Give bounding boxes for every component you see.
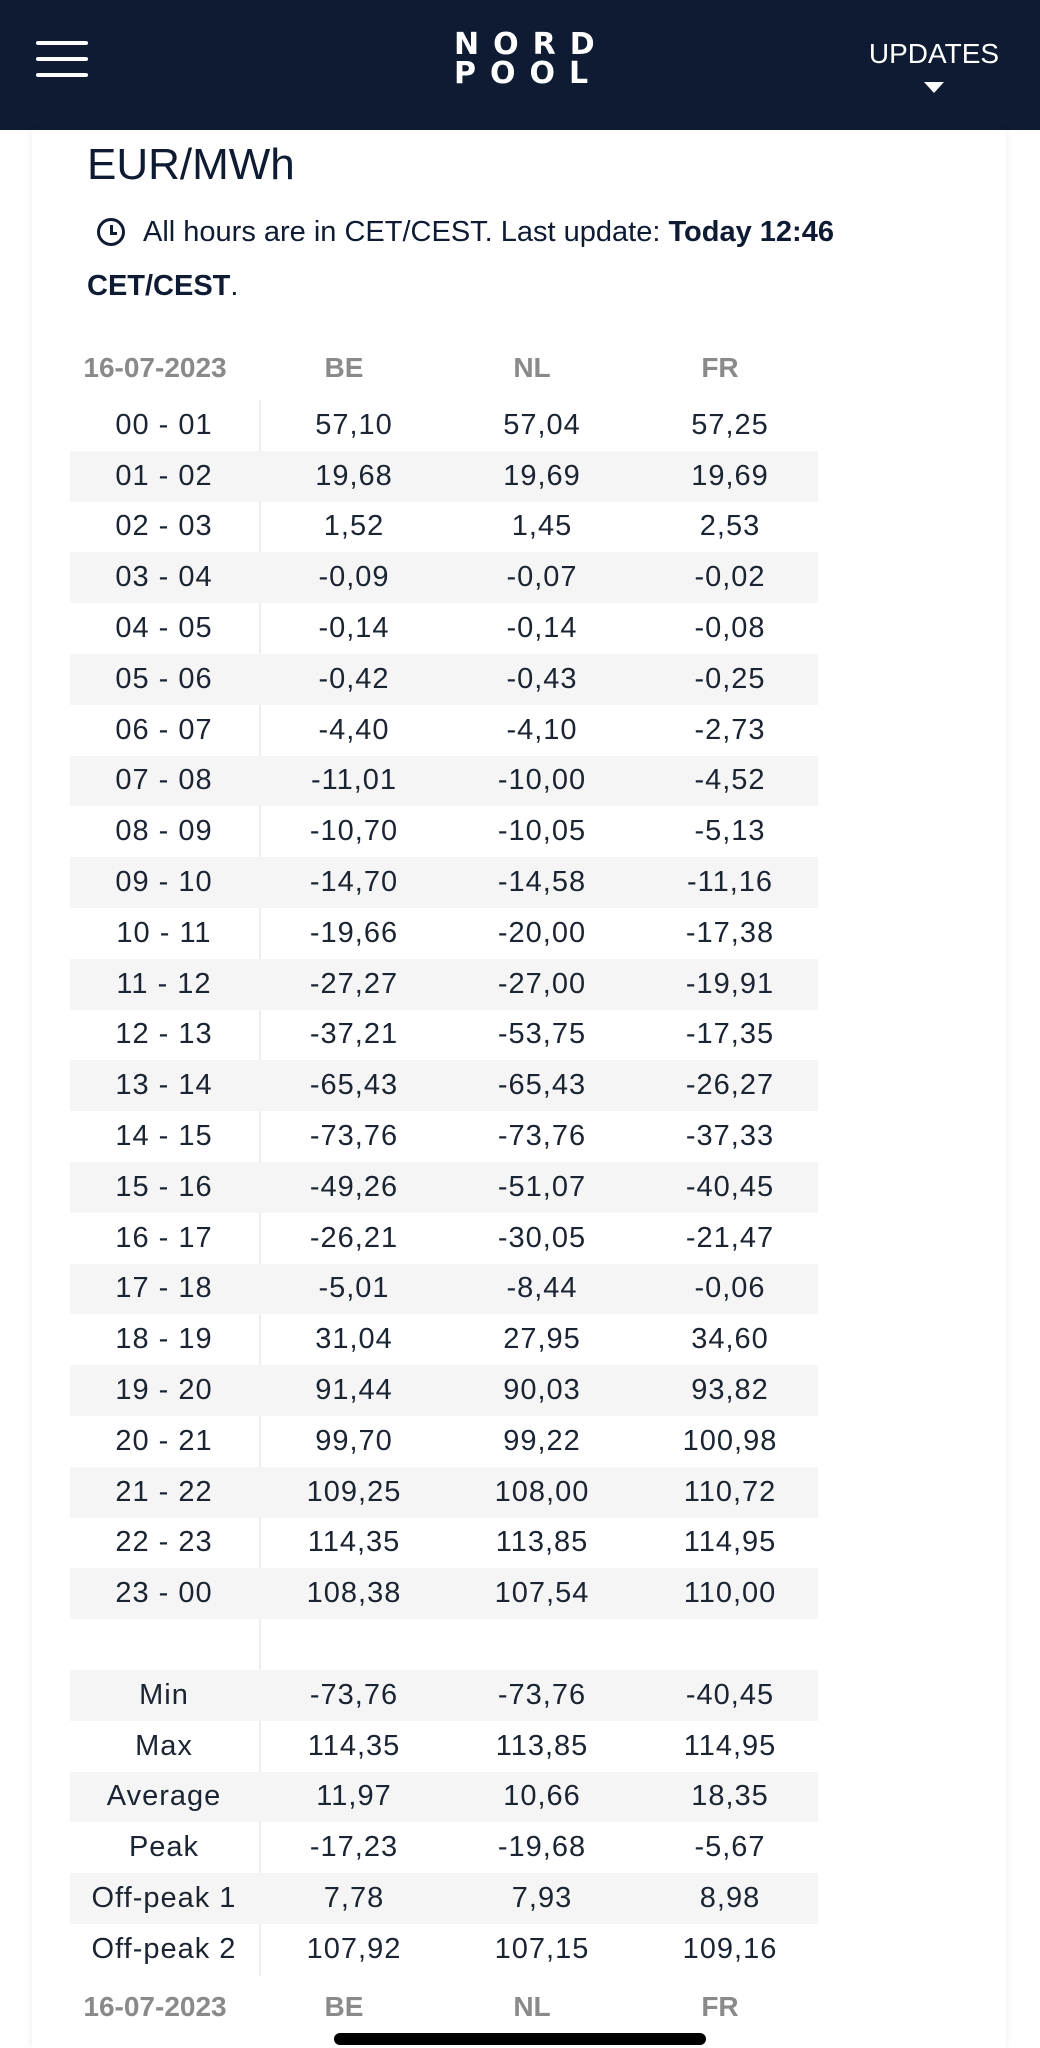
hour-cell: 14 - 15: [115, 1120, 213, 1153]
hour-cell: 11 - 12: [116, 967, 212, 1000]
be-price-cell: 7,78: [323, 1882, 385, 1915]
table-row: [70, 1568, 818, 1619]
be-price-cell: -14,70: [309, 866, 399, 899]
hour-cell: 18 - 19: [115, 1323, 213, 1356]
hour-cell: 12 - 13: [115, 1018, 213, 1051]
table-row: [70, 705, 818, 756]
be-price-cell: -10,70: [309, 815, 399, 848]
nl-price-cell: -0,07: [506, 561, 578, 594]
be-price-cell: -49,26: [309, 1170, 399, 1203]
unit-title: EUR/MWh: [87, 140, 295, 189]
nl-price-cell: 107,15: [494, 1932, 590, 1965]
summary-row: [70, 1822, 818, 1873]
table-row: [70, 451, 818, 502]
nl-price-cell: 99,22: [503, 1424, 581, 1457]
hour-cell: 20 - 21: [115, 1424, 213, 1457]
nl-price-cell: 107,54: [494, 1577, 590, 1610]
fr-price-cell: 109,16: [682, 1932, 778, 1965]
fr-price-cell: -0,25: [694, 662, 766, 695]
hour-cell: 08 - 09: [115, 815, 213, 848]
hour-cell: 02 - 03: [115, 510, 213, 543]
hour-cell: 00 - 01: [115, 408, 213, 441]
fr-price-cell: 57,25: [691, 408, 769, 441]
be-price-cell: -0,14: [318, 612, 390, 645]
hour-cell: 17 - 18: [115, 1272, 213, 1305]
nl-price-cell: -10,05: [497, 815, 587, 848]
be-price-cell: -27,27: [309, 967, 399, 1000]
fr-price-cell: 8,98: [699, 1882, 761, 1915]
nl-price-cell: -30,05: [497, 1221, 587, 1254]
hour-cell: 01 - 02: [115, 459, 213, 492]
fr-price-cell: 100,98: [682, 1424, 778, 1457]
hour-cell: 23 - 00: [115, 1577, 213, 1610]
table-row: [70, 1060, 818, 1111]
be-price-cell: 108,38: [306, 1577, 402, 1610]
fr-price-cell: -5,67: [694, 1831, 766, 1864]
be-price-cell: 11,97: [316, 1780, 392, 1813]
nl-price-cell: 113,85: [495, 1526, 589, 1559]
nl-price-cell: -19,68: [497, 1831, 587, 1864]
fr-price-cell: -0,06: [694, 1272, 766, 1305]
hamburger-menu-icon[interactable]: [36, 41, 88, 77]
nl-price-cell: -0,14: [506, 612, 578, 645]
table-row: [70, 1010, 818, 1061]
summary-row: [70, 1772, 818, 1823]
table-row: [70, 959, 818, 1010]
logo-line-1: NORD: [454, 27, 609, 62]
fr-price-cell: 19,69: [691, 459, 769, 492]
home-indicator: [334, 2033, 706, 2045]
table-row: [70, 1365, 818, 1416]
fr-price-cell: 114,95: [683, 1526, 777, 1559]
be-price-cell: -65,43: [309, 1069, 399, 1102]
be-price-cell: 19,68: [315, 459, 393, 492]
be-price-cell: -0,09: [318, 561, 390, 594]
nl-price-cell: -53,75: [497, 1018, 587, 1051]
be-price-cell: -19,66: [309, 916, 399, 949]
nord-pool-logo[interactable]: [440, 27, 609, 91]
table-row: [70, 502, 818, 553]
table-row: [70, 908, 818, 959]
summary-row: [70, 1873, 818, 1924]
fr-price-cell: -19,91: [685, 967, 775, 1000]
be-price-cell: 1,52: [323, 510, 385, 543]
be-price-cell: -4,40: [318, 713, 390, 746]
hour-cell: 15 - 16: [115, 1170, 213, 1203]
summary-row: [70, 1670, 818, 1721]
table-row: [70, 1416, 818, 1467]
column-header-date: 16-07-2023: [83, 352, 227, 383]
nl-price-cell: -73,76: [497, 1678, 587, 1711]
nl-price-cell: -27,00: [497, 967, 587, 1000]
hour-cell: 21 - 22: [115, 1475, 213, 1508]
nl-price-cell: 7,93: [511, 1882, 573, 1915]
fr-price-cell: 34,60: [691, 1323, 769, 1356]
hour-cell: 19 - 20: [115, 1374, 213, 1407]
be-price-cell: 57,10: [315, 408, 393, 441]
hour-cell: Min: [139, 1678, 189, 1711]
be-price-cell: 31,04: [315, 1323, 393, 1356]
table-row: [70, 1111, 818, 1162]
be-price-cell: -73,76: [309, 1678, 399, 1711]
fr-price-cell: -4,52: [694, 764, 766, 797]
hour-cell: Average: [106, 1780, 222, 1813]
hour-cell: 05 - 06: [115, 662, 213, 695]
hour-cell: Max: [135, 1729, 193, 1762]
column-header-nl: NL: [513, 352, 551, 383]
nl-price-cell: -20,00: [497, 916, 587, 949]
hour-cell: 10 - 11: [116, 916, 212, 949]
summary-price-table: [70, 1670, 818, 1975]
nl-price-cell: 27,95: [503, 1323, 581, 1356]
caret-down-icon: [924, 82, 944, 93]
nl-price-cell: 19,69: [503, 459, 581, 492]
column-header-fr: FR: [701, 352, 739, 383]
nl-price-cell: 108,00: [494, 1475, 590, 1508]
hour-cell: 03 - 04: [115, 561, 213, 594]
fr-price-cell: -37,33: [685, 1120, 775, 1153]
column-header-be: BE: [324, 352, 364, 383]
fr-price-cell: 110,72: [683, 1475, 777, 1508]
fr-price-cell: -21,47: [685, 1221, 775, 1254]
table-row: [70, 806, 818, 857]
fr-price-cell: -5,13: [694, 815, 766, 848]
be-price-cell: 91,44: [315, 1374, 393, 1407]
hour-cell: 09 - 10: [115, 866, 213, 899]
hour-cell: 16 - 17: [115, 1221, 213, 1254]
fr-price-cell: -11,16: [686, 866, 774, 899]
hour-cell: Off-peak 2: [91, 1932, 237, 1965]
be-price-cell: 107,92: [306, 1932, 402, 1965]
summary-row: [70, 1924, 818, 1975]
be-price-cell: -73,76: [309, 1120, 399, 1153]
table-row: [70, 1264, 818, 1315]
footer-header-nl: NL: [513, 1991, 551, 2022]
nl-price-cell: 1,45: [511, 510, 573, 543]
clock-icon: [97, 218, 125, 246]
summary-row: [70, 1721, 818, 1772]
be-price-cell: -5,01: [318, 1272, 390, 1305]
fr-price-cell: -2,73: [694, 713, 766, 746]
updates-dropdown-button[interactable]: [864, 38, 1004, 93]
table-row: [70, 603, 818, 654]
nl-price-cell: 113,85: [495, 1729, 589, 1762]
be-price-cell: -0,42: [318, 662, 390, 695]
fr-price-cell: -17,38: [685, 916, 775, 949]
nl-price-cell: -4,10: [506, 713, 578, 746]
fr-price-cell: -17,35: [685, 1018, 775, 1051]
be-price-cell: 99,70: [315, 1424, 393, 1457]
last-update-time: Today 12:46 CET/CEST: [87, 216, 834, 302]
be-price-cell: 114,35: [307, 1526, 401, 1559]
table-row: [70, 552, 818, 603]
hour-cell: 22 - 23: [115, 1526, 213, 1559]
fr-price-cell: 18,35: [691, 1780, 769, 1813]
nl-price-cell: -65,43: [497, 1069, 587, 1102]
fr-price-cell: 93,82: [691, 1374, 769, 1407]
fr-price-cell: -0,08: [694, 612, 766, 645]
nl-price-cell: 10,66: [503, 1780, 581, 1813]
footer-header-fr: FR: [701, 1991, 739, 2022]
nl-price-cell: -73,76: [497, 1120, 587, 1153]
hour-cell: Peak: [128, 1831, 200, 1864]
info-suffix: .: [230, 270, 239, 302]
fr-price-cell: -26,27: [685, 1069, 775, 1102]
be-price-cell: 114,35: [307, 1729, 401, 1762]
fr-price-cell: -40,45: [685, 1170, 775, 1203]
table-row: [70, 1467, 818, 1518]
logo-line-2: POOL: [454, 56, 603, 91]
hourly-price-table: [70, 400, 818, 1619]
fr-price-cell: 114,95: [683, 1729, 777, 1762]
table-row: [70, 756, 818, 807]
top-navigation-bar: [0, 0, 1040, 130]
footer-header-be: BE: [324, 1991, 364, 2022]
nl-price-cell: 90,03: [503, 1374, 581, 1407]
nl-price-cell: -10,00: [497, 764, 587, 797]
be-price-cell: -11,01: [310, 764, 398, 797]
nl-price-cell: -8,44: [506, 1272, 578, 1305]
updates-label: UPDATES: [868, 38, 1000, 69]
hour-cell: Off-peak 1: [91, 1882, 237, 1915]
hour-cell: 13 - 14: [115, 1069, 213, 1102]
table-row: [70, 1213, 818, 1264]
table-row: [70, 654, 818, 705]
be-price-cell: -26,21: [309, 1221, 399, 1254]
fr-price-cell: 2,53: [699, 510, 761, 543]
fr-price-cell: -0,02: [694, 561, 766, 594]
table-row: [70, 857, 818, 908]
hour-cell: 06 - 07: [115, 713, 213, 746]
nl-price-cell: -14,58: [497, 866, 587, 899]
table-row: [70, 1162, 818, 1213]
timezone-note: All hours are in CET/CEST. Last update:: [143, 216, 669, 248]
hour-cell: 07 - 08: [115, 764, 213, 797]
hour-cell: 04 - 05: [115, 612, 213, 645]
nl-price-cell: -0,43: [506, 662, 578, 695]
be-price-cell: -37,21: [309, 1018, 399, 1051]
table-row: [70, 400, 818, 451]
be-price-cell: -17,23: [309, 1831, 399, 1864]
table-row: [70, 1518, 818, 1569]
nl-price-cell: -51,07: [497, 1170, 587, 1203]
fr-price-cell: -40,45: [685, 1678, 775, 1711]
be-price-cell: 109,25: [306, 1475, 402, 1508]
fr-price-cell: 110,00: [683, 1577, 777, 1610]
last-update-info: [87, 205, 887, 313]
footer-header-date: 16-07-2023: [83, 1991, 227, 2022]
table-row: [70, 1314, 818, 1365]
nl-price-cell: 57,04: [503, 408, 581, 441]
